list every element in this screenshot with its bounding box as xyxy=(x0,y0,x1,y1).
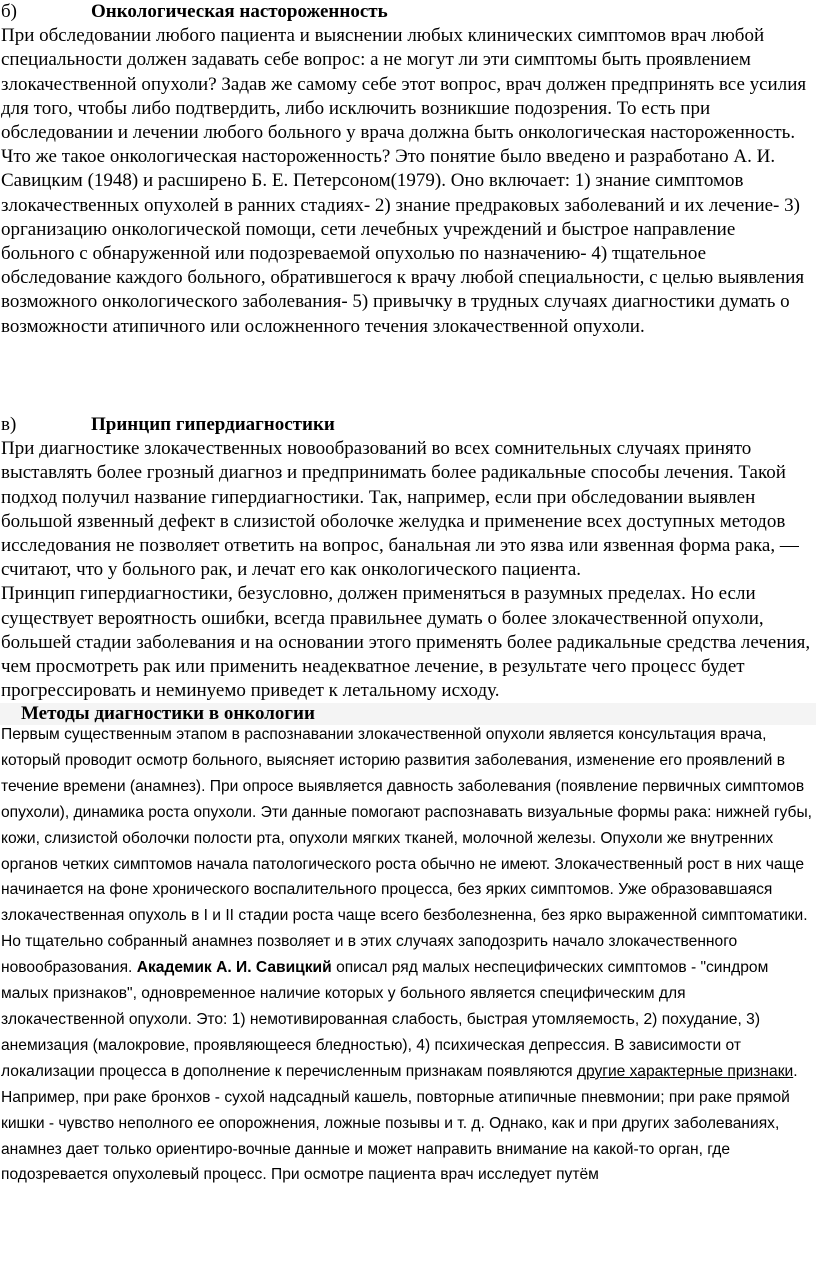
section-oncological-alertness xyxy=(1,0,813,339)
section-hyperdiagnostics xyxy=(1,413,813,703)
paragraph-v1: При диагностике злокачественных новообразований во всех сомнительных случаях принято выставлять более грозный диагноз и предпринимать более радикальные способы лечения. Такой подход получил название гипердиагностики. Так, например, если при обследовании выявлен большой язвенный дефект в слизистой оболочке желудка и применение всех доступных методов исследования не позволяет ответить на вопрос, банальная ли это язва или язвенная форма рака, — считают, что у больного рак, и лечат его как онкологического пациента. xyxy=(1,438,799,581)
section-number-v: в) xyxy=(1,414,17,435)
paragraph-methods xyxy=(1,722,813,1188)
section-number-b: б) xyxy=(1,1,17,22)
section-diagnostic-methods xyxy=(1,722,813,1188)
methods-academician-name: Академик А. И. Савицкий xyxy=(136,959,332,977)
paragraph-v2: Принцип гипердиагностики, безусловно, должен применяться в разумных пределах. Но если существует вероятность ошибки, всегда правильнее думать о более злокачественной опухоли, большей стадии заболевания и на основании этого применять более радикальные средства лечения, чем просмотреть рак или применить неадекватное лечение, в результате чего процесс будет прогрессировать и неминуемо приведет к летальному исходу. xyxy=(1,583,811,702)
methods-underlined-text: другие характерные признаки xyxy=(576,1062,794,1080)
methods-title: Методы диагностики в онкологии xyxy=(21,703,315,724)
section-heading-b xyxy=(1,0,813,24)
paragraph-b2: Что же такое онкологическая настороженность? Это понятие было введено и разработано А. И. Савицким (1948) и расширено Б. Е. Петерсоном(1979). Оно включает: 1) знание симптомов злокачественных опухолей в ранних стадиях- 2) знание предраковых заболеваний и их лечение- 3) организацию онкологической помощи, сети лечебных учреждений и быстрое направление больного с обнаруженной или подозреваемой опухолью по назначению- 4) тщательное обследование каждого больного, обратившегося к врачу любой специальности, с целью выявления возможного онкологического заболевания- 5) привычку в трудных случаях диагностики думать о возможности атипичного или осложненного течения злокачественной опухоли. xyxy=(1,146,805,337)
paragraph-b1: При обследовании любого пациента и выяснении любых клинических симптомов врач любой специальности должен задавать себе вопрос: а не могут ли эти симптомы быть проявлением злокачественной опухоли? Задав же самому себе этот вопрос, врач должен предпринять все усилия для того, чтобы либо подтвердить, либо исключить возникшие подозрения. То есть при обследовании и лечении любого больного у врача должна быть онкологическая настороженность. xyxy=(1,25,807,144)
methods-text-1: Первым существенным этапом в распознавании злокачественной опухоли является консультация врача, который проводит осмотр больного, выясняет историю развития заболевания, изменение его проявлений в течение времени (анамнез). При опросе выявляется давность заболевания (появление первичных симптомов опухоли), динамика роста опухоли. Эти данные помогают распознавать визуальные формы рака: нижней губы, кожи, слизистой оболочки полости рта, опухоли мягких тканей, молочной железы. Опухоли же внутренних органов четких симптомов начала патологического роста обычно не имеют. Злокачественный рост в них чаще начинается на фоне хронического воспалительного процесса, без ярких симптомов. Уже образовавшаяся злокачественная опухоль в I и II стадии роста чаще всего безболезненна, без ярко выраженной симптоматики. Но тщательно собранный анамнез позволяет и в этих случаях заподозрить начало злокачественного новообразования. xyxy=(1,726,812,977)
section-title-v: Принцип гипердиагностики xyxy=(91,414,335,435)
section-title-b: Онкологическая настороженность xyxy=(91,1,388,22)
section-heading-v xyxy=(1,413,813,437)
methods-text-2: описал ряд малых неспецифических симптомов - "синдром малых признаков", одновременное наличие которых у больного является специфическим для злокачественной опухоли. Это: 1) немотивированная слабость, быстрая утомляемость, 2) похудание, 3) анемизация (малокровие, проявляющееся бледностью), 4) психическая депрессия. В зависимости от локализации процесса в дополнение к перечисленным признакам появляются xyxy=(1,959,769,1080)
methods-text-3: . Например, при раке бронхов - сухой надсадный кашель, повторные атипичные пневмонии; при раке прямой кишки - чувство неполного ее опорожнения, ложные позывы и т. д. Однако, как и при других заболеваниях, анамнез дает только ориентиро-вочные данные и может направить внимание на какой-то орган, где подозревается опухолевый процесс. При осмотре пациента врач исследует путём xyxy=(1,1062,798,1184)
